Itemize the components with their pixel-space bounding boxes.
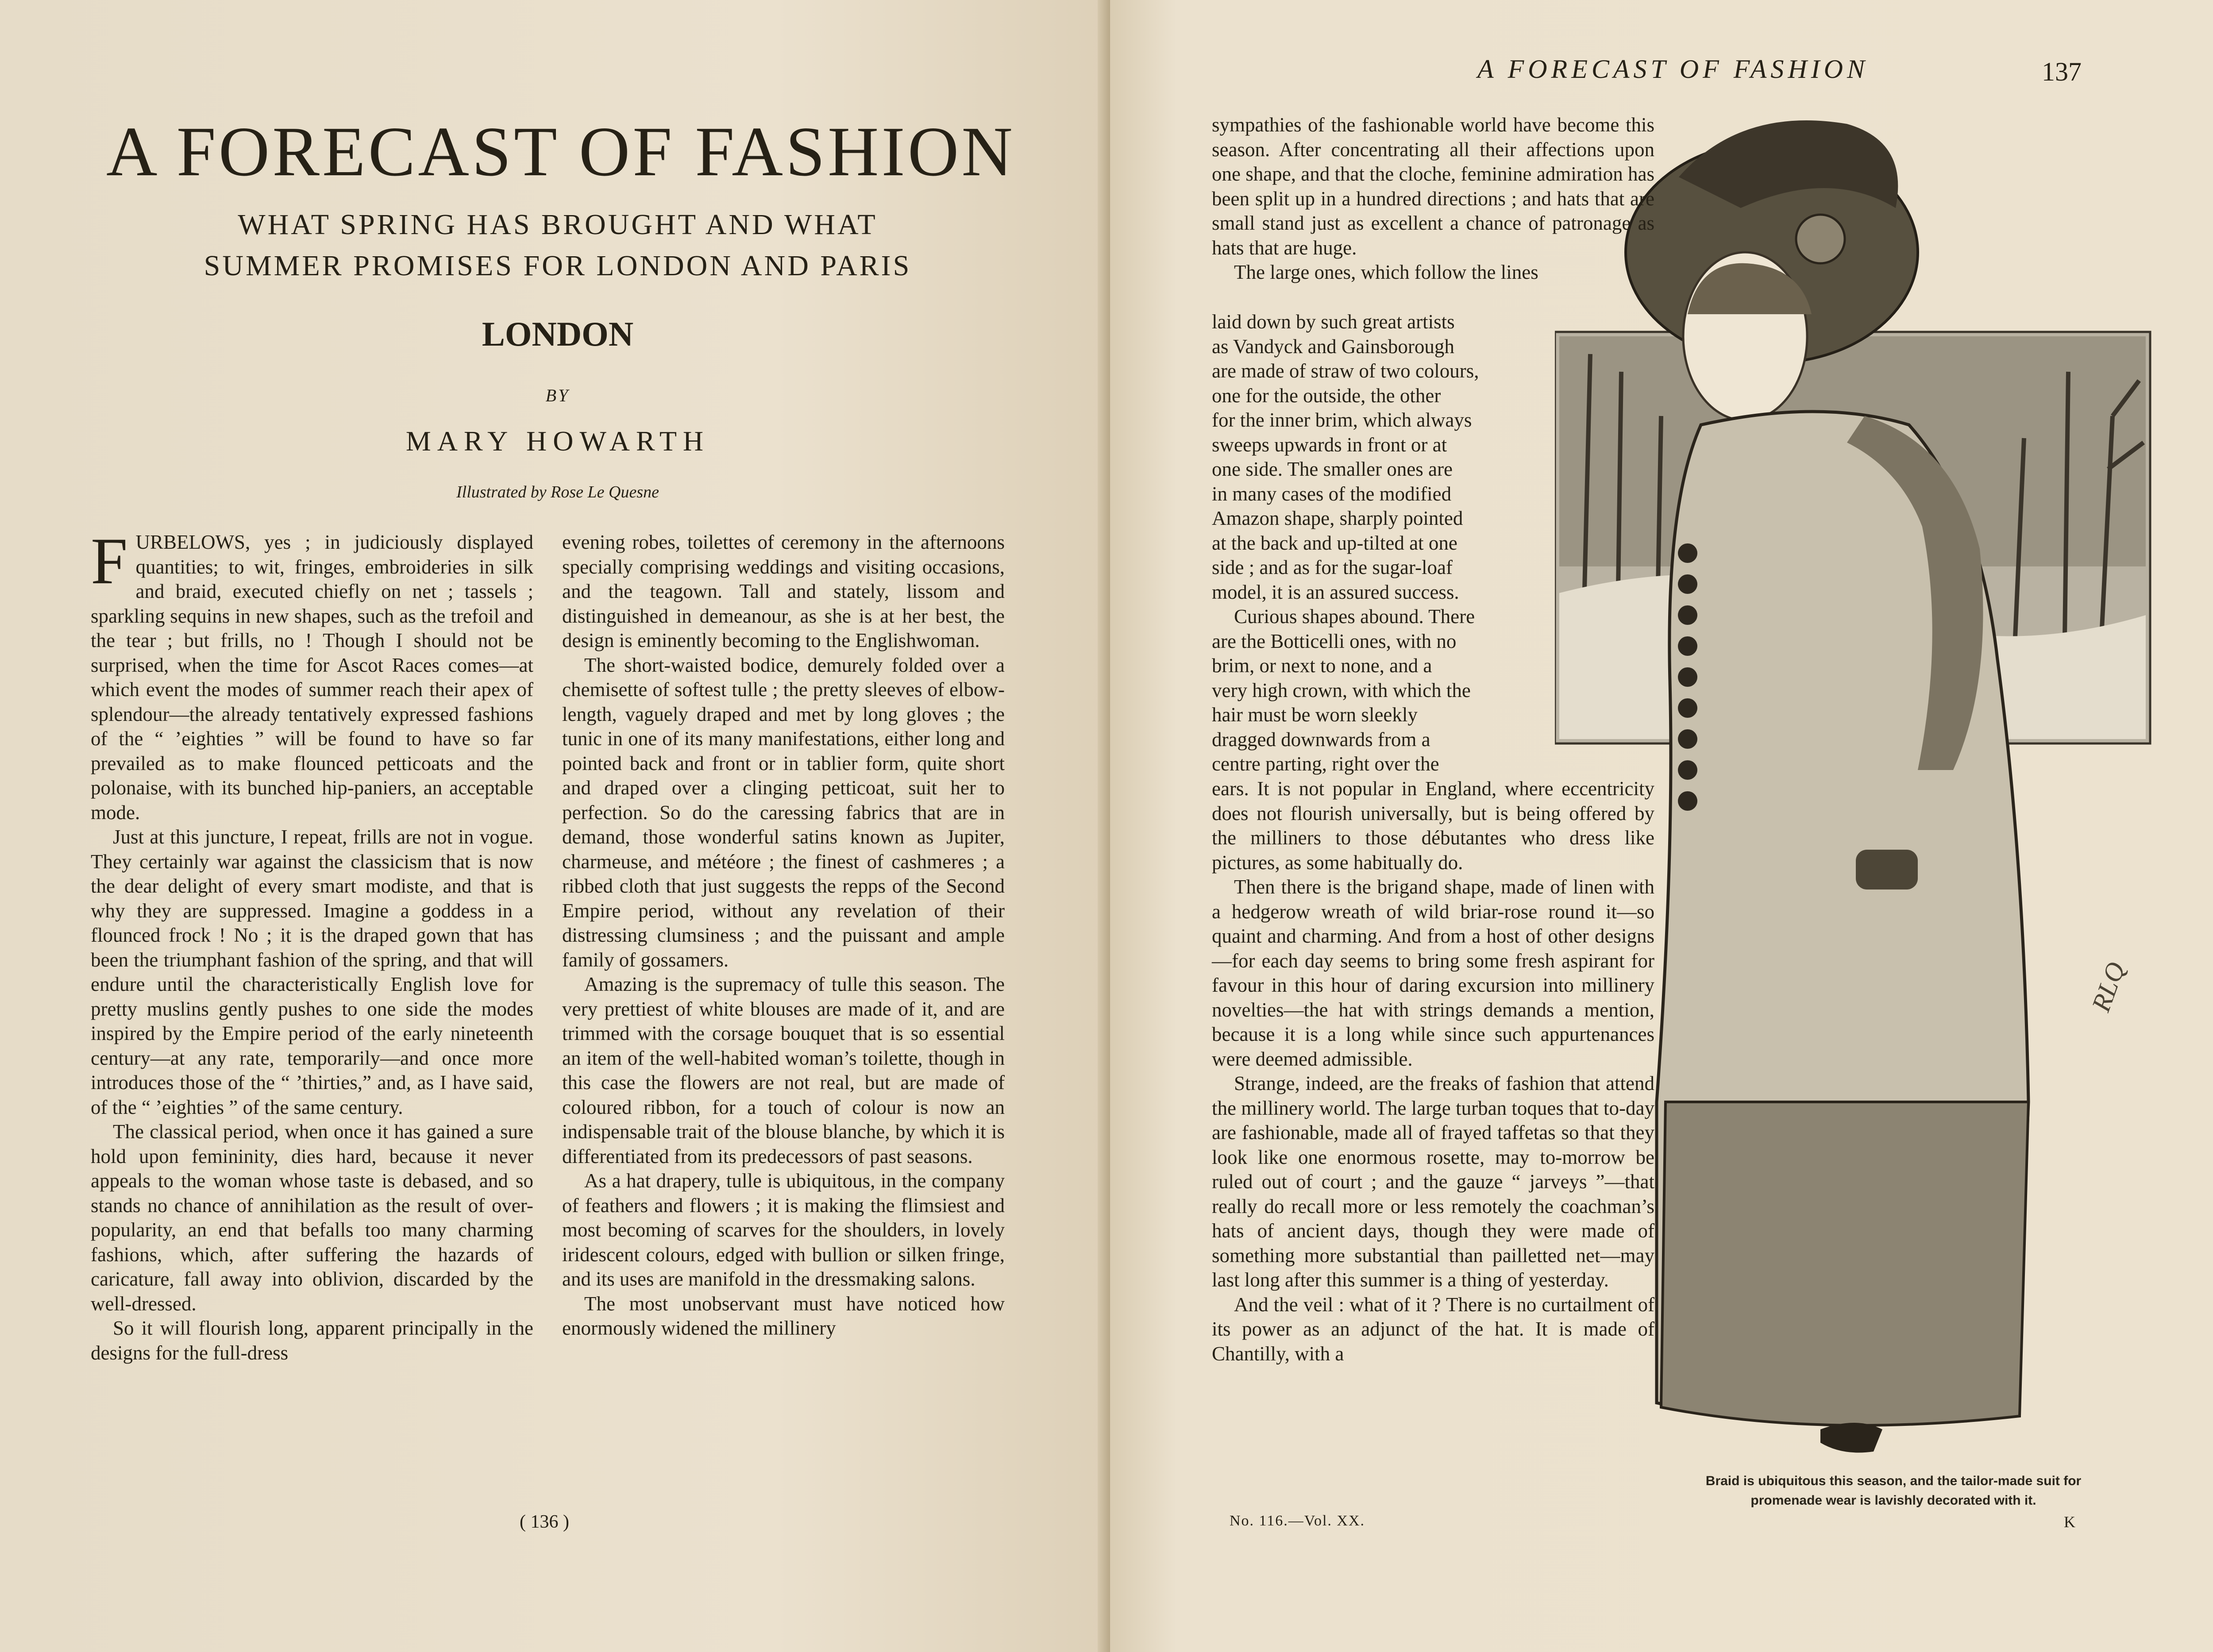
paragraph: Amazing is the supremacy of tulle this season. The very prettiest of white blouses are made of it, and are trimmed with the corsage bouquet that is so essential an item of the well-habited woman’s toilette, though in this case the flowers are not real, but are made of coloured ribbon, for a touch of colour is now an indispensable trait of the blouse blanche, by which it is differentiated from its predecessors of past seasons. <box>562 973 1005 1167</box>
paragraph: And the veil : what of it ? There is no curtailment of its power as an adjunct of the hat. It is made of Chantilly, with a <box>1212 1293 1654 1365</box>
paragraph: The most unobservant must have noticed how enormously widened the millinery <box>562 1292 1005 1339</box>
section-heading: LONDON <box>482 315 634 353</box>
article-title: A FORECAST OF FASHION <box>106 112 1015 191</box>
line: centre parting, right over the <box>1212 753 1439 775</box>
volume-footer: No. 116.—Vol. XX. <box>1230 1513 1365 1529</box>
line: dragged downwards from a <box>1212 728 1430 751</box>
artist-signature: RLQ <box>2086 958 2131 1016</box>
line: Amazon shape, sharply pointed <box>1212 507 1463 529</box>
line: are the Botticelli ones, with no <box>1212 630 1457 652</box>
paragraph: Strange, indeed, are the freaks of fashion that attend the millinery world. The large turban toques that to-day are fashionable, made all of frayed taffetas so that they look like one enormous rosette, may to-morrow be ruled out of court ; and the gauze “ jarveys ”—that really do recall more or less remotely the coachman’s hats of ancient days, though they were made of something more substantial than pailletted net—may last long after this summer is a thing of yesterday. <box>1212 1072 1654 1291</box>
line: at the back and up-tilted at one <box>1212 531 1457 554</box>
subtitle-line-1: WHAT SPRING HAS BROUGHT AND WHAT <box>238 208 878 241</box>
muff-icon <box>1856 850 1918 890</box>
right-column-wrap <box>1212 310 1557 777</box>
line: for the inner brim, which always <box>1212 409 1472 431</box>
page-folio: ( 136 ) <box>520 1512 569 1532</box>
line: Curious shapes abound. There <box>1234 605 1475 628</box>
shoe-icon <box>1820 1423 1882 1453</box>
paragraph: FURBELOWS, yes ; in judiciously displayed quantities; to wit, fringes, embroideries in silk and braid, executed chiefly on net ; tassels ; sparkling sequins in new shapes, such as the trefoil and the tear ; but frills, no ! Though I should not be surprised, when the time for Ascot Races comes—at which event the modes of summer reach their apex of splendour—the already tentatively expressed fashions of the “ ’eighties ” will be found to have so far prevailed as to make flounced petticoats and the polonaise, with its bunched hip-paniers, an acceptable mode. <box>91 524 533 824</box>
paragraph: The classical period, when once it has gained a sure hold upon femininity, dies hard, because it never appeals to the woman whose taste is debased, and so stands no chance of annihilation as the result of over-popularity, an end that befalls too many charming fashions, which, after suffering the hazards of caricature, fall away into oblivion, discarded by the well-dressed. <box>91 1121 533 1315</box>
byline-by: BY <box>545 385 570 405</box>
line: in many cases of the modified <box>1212 482 1452 505</box>
paragraph: ears. It is not popular in England, where eccentricity does not flourish universally, but is being offered by the milliners to those débutantes who dress like pictures, as some habitually do. <box>1212 778 1654 874</box>
right-column-top <box>1212 113 1654 285</box>
paragraph: The large ones, which follow the lines <box>1234 261 1538 283</box>
line: model, it is an assured success. <box>1212 581 1459 603</box>
subtitle-line-2: SUMMER PROMISES FOR LONDON AND PARIS <box>204 250 912 282</box>
hat-rose-icon <box>1796 215 1845 263</box>
left-column-2 <box>562 530 1005 1341</box>
braid-frogging-icon <box>1678 543 1697 811</box>
line: one side. The smaller ones are <box>1212 458 1453 480</box>
line: are made of straw of two colours, <box>1212 360 1479 382</box>
paragraph: Just at this juncture, I repeat, frills are not in vogue. They certainly war against the classicism that is now the dear delight of every smart modiste, and that is why they are suppressed. Imagine a goddess in a flounced frock ! No ; it is the draped gown that has been the triumphant fashion of the spring, and that will endure until the characteristically English love for pretty muslins gently pushes to one side the modes inspired by the Empire period of the early nineteenth century—at any rate, temporarily—and once more introduces those of the “ ’thirties,” and, as I have said, of the “ ’eighties ” of the same century. <box>91 826 533 1118</box>
left-page <box>0 0 1106 1652</box>
illustration-caption: Braid is ubiquitous this season, and the tailor-made suit for promenade wear is lavishly decorated with it. <box>1705 1474 2082 1508</box>
page-number: 137 <box>2042 57 2082 86</box>
line: hair must be worn sleekly <box>1212 704 1418 726</box>
signature-mark: K <box>2064 1513 2075 1531</box>
line: laid down by such great artists <box>1212 311 1455 333</box>
left-column-1 <box>91 524 533 1365</box>
paragraph: The short-waisted bodice, demurely folded over a chemisette of softest tulle ; the pretty sleeves of elbow-length, vaguely draped and met by long gloves ; the tunic in one of its many manifestations, either long and pointed back and front or in tablier form, quite short and draped over a clinging petticoat, suit her to perfection. So do the caressing fabrics that are in demand, those wonderful satins known as Jupiter, charmeuse, and météore ; the finest of cashmeres ; a ribbed cloth that just suggests the repps of the Second Empire period, without any revelation of their distressing clumsiness ; and the puissant and ample family of gossamers. <box>562 654 1005 971</box>
drop-cap: F <box>91 524 128 598</box>
running-head: A FORECAST OF FASHION <box>1477 54 1869 84</box>
paragraph: So it will flourish long, apparent principally in the designs for the full-dress <box>91 1317 533 1364</box>
skirt-icon <box>1661 1102 2028 1425</box>
line: sweeps upwards in front or at <box>1212 433 1447 456</box>
line: as Vandyck and Gainsborough <box>1212 335 1454 358</box>
illustrator-credit: Illustrated by Rose Le Quesne <box>456 483 659 501</box>
line: one for the outside, the other <box>1212 384 1441 407</box>
right-column-bottom <box>1212 777 1654 1366</box>
author-name: MARY HOWARTH <box>405 425 710 457</box>
right-page <box>1110 0 2213 1652</box>
paragraph: evening robes, toilettes of ceremony in the afternoons specially comprising weddings and visiting occasions, and the teagown. Tall and stately, lissom and distinguished in demeanour, as she is at her best, the design is eminently becoming to the Englishwoman. <box>562 531 1005 651</box>
line: very high crown, with which the <box>1212 679 1471 701</box>
paragraph: As a hat drapery, tulle is ubiquitous, in the company of feathers and flowers ; it is making the flimsiest and most becoming of scarves for the shoulders, in lovely iridescent colours, edged with bullion or silken fringe, and its uses are manifold in the dressmaking salons. <box>562 1170 1005 1290</box>
paragraph: Then there is the brigand shape, made of linen with a hedgerow wreath of wild briar-rose round it—so quaint and charming. And from a host of other designs—for each day seems to bring some fresh aspirant for favour in this hour of daring excursion into millinery novelties—the hat with strings demands a mention, because it is a long while since such appurtenances were deemed admissible. <box>1212 876 1654 1070</box>
line: side ; and as for the sugar-loaf <box>1212 556 1453 578</box>
paragraph: sympathies of the fashionable world have become this season. After concentrating all their affections upon one shape, and that the cloche, feminine admiration has been split up in a hundred directions ; and hats that are small stand just as excellent a chance of patronage as hats that are huge. <box>1212 114 1654 259</box>
line: brim, or next to none, and a <box>1212 655 1432 677</box>
